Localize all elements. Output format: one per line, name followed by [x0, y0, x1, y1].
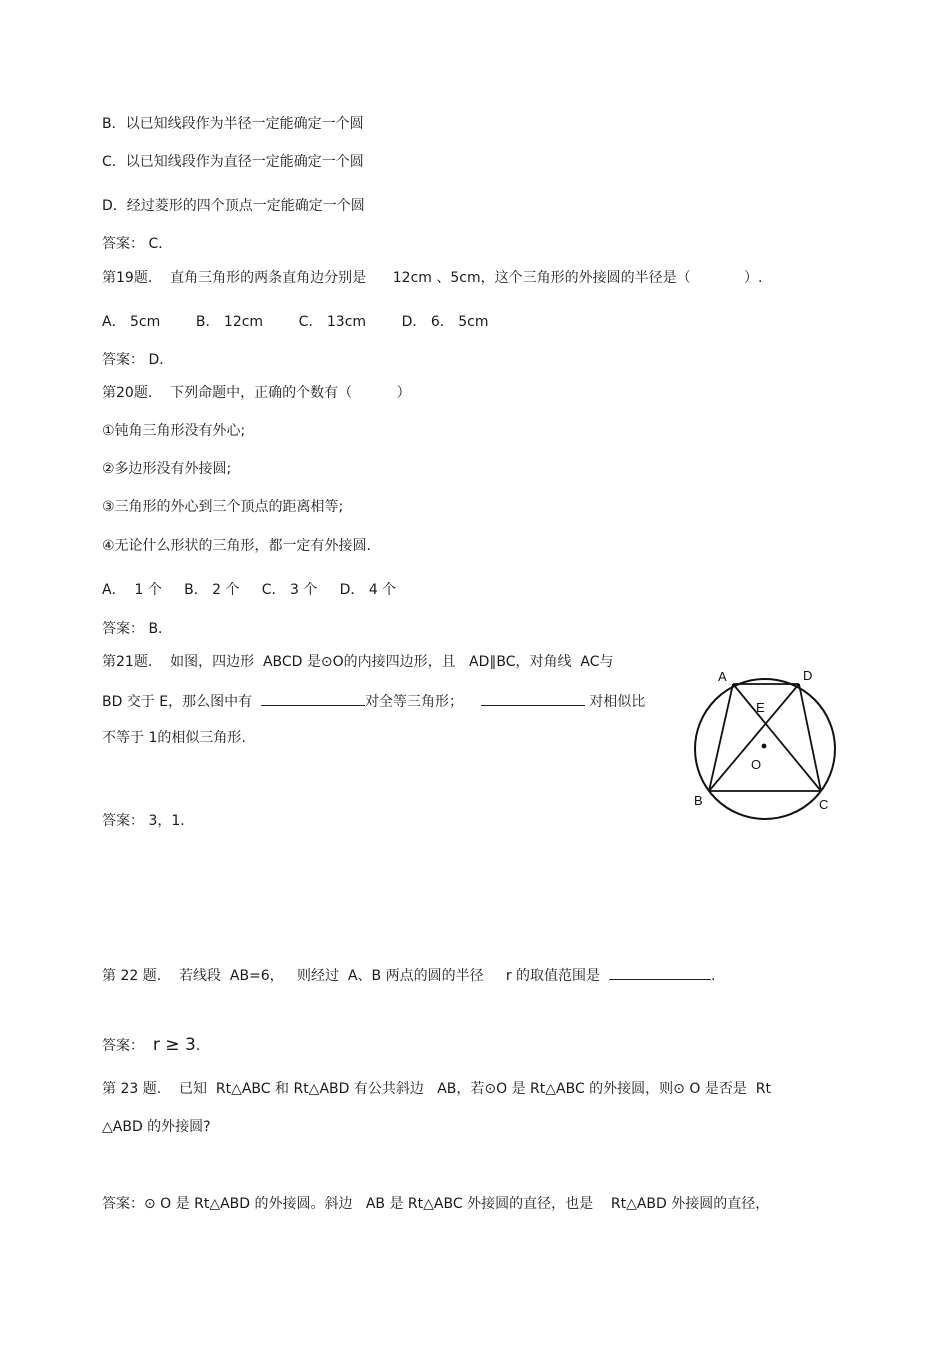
q21-blank-1	[261, 691, 365, 706]
label-o: O	[751, 757, 762, 772]
q20-statement-3: ③三角形的外心到三个顶点的距离相等;	[102, 499, 344, 515]
q20-answer: 答案： B．	[102, 621, 173, 637]
diagonal-ac	[733, 684, 821, 791]
q18-answer: 答案： C．	[102, 236, 173, 252]
center-point-o	[762, 744, 767, 749]
q20-statement-2: ②多边形没有外接圆;	[102, 461, 232, 477]
q21-stem-line-2	[102, 691, 645, 711]
q22-answer	[102, 1036, 200, 1055]
q22-answer-value: r ≥ 3	[152, 1035, 196, 1055]
cyclic-quadrilateral-figure	[686, 662, 846, 822]
label-a: A	[718, 669, 727, 684]
q19-answer: 答案： D．	[102, 352, 174, 368]
q21-text-c: 对相似比	[584, 694, 646, 710]
q21-answer: 答案： 3，1.	[102, 813, 185, 829]
segment-dc	[799, 684, 821, 791]
q23-stem-line-1: 第 23 题. 已知 Rt△ABC 和 Rt△ABD 有公共斜边 AB，若⊙O 是 Rt△ABC 的外接圆，则⊙ O 是否是 Rt	[102, 1081, 771, 1097]
circle-o	[695, 679, 835, 819]
q22-blank	[609, 965, 711, 980]
q20-options: A． 1 个 B． 2 个 C． 3 个 D． 4 个	[102, 582, 397, 598]
q21-text-b: 对全等三角形；	[365, 694, 481, 710]
q22-text-b: .	[710, 968, 716, 984]
q19-options: A． 5cm B． 12cm C． 13cm D． 6． 5cm	[102, 314, 489, 330]
q20-statement-1: ①钝角三角形没有外心;	[102, 423, 246, 439]
q21-text-a: BD 交于 E，那么图中有	[102, 694, 262, 710]
q21-stem-line-3: 不等于 1的相似三角形.	[102, 730, 246, 746]
label-b: B	[694, 793, 703, 808]
label-c: C	[819, 797, 829, 812]
q18-option-c: C．以已知线段作为直径一定能确定一个圆	[102, 154, 364, 170]
label-e: E	[756, 700, 765, 715]
q19-stem: 第19题. 直角三角形的两条直角边分别是 12cm 、5cm，这个三角形的外接圆的半径是（ ）.	[102, 270, 763, 286]
q20-stem: 第20题. 下列命题中，正确的个数有（ ）	[102, 385, 411, 401]
q18-option-d: D．经过菱形的四个顶点一定能确定一个圆	[102, 198, 365, 214]
q23-stem-line-2: △ABD 的外接圆?	[102, 1119, 211, 1135]
q22-stem	[102, 965, 715, 985]
q22-text-a: 第 22 题. 若线段 AB=6， 则经过 A、B 两点的圆的半径 r 的取值范围是	[102, 968, 609, 984]
q20-statement-4: ④无论什么形状的三角形，都一定有外接圆.	[102, 538, 371, 554]
segment-ab	[709, 684, 733, 791]
q18-option-b: B．以已知线段作为半径一定能确定一个圆	[102, 116, 364, 132]
q21-blank-2	[481, 691, 585, 706]
diagonal-bd	[709, 684, 799, 791]
q21-stem-line-1: 第21题. 如图，四边形 ABCD 是⊙O的内接四边形，且 AD∥BC，对角线 AC与	[102, 654, 614, 670]
q23-answer: 答案：⊙ O 是 Rt△ABD 的外接圆。斜边 AB 是 Rt△ABC 外接圆的直径，也是 Rt△ABD 外接圆的直径，	[102, 1196, 770, 1212]
q22-answer-end: .	[195, 1038, 201, 1054]
label-d: D	[803, 668, 813, 683]
q22-answer-label: 答案：	[102, 1038, 153, 1054]
